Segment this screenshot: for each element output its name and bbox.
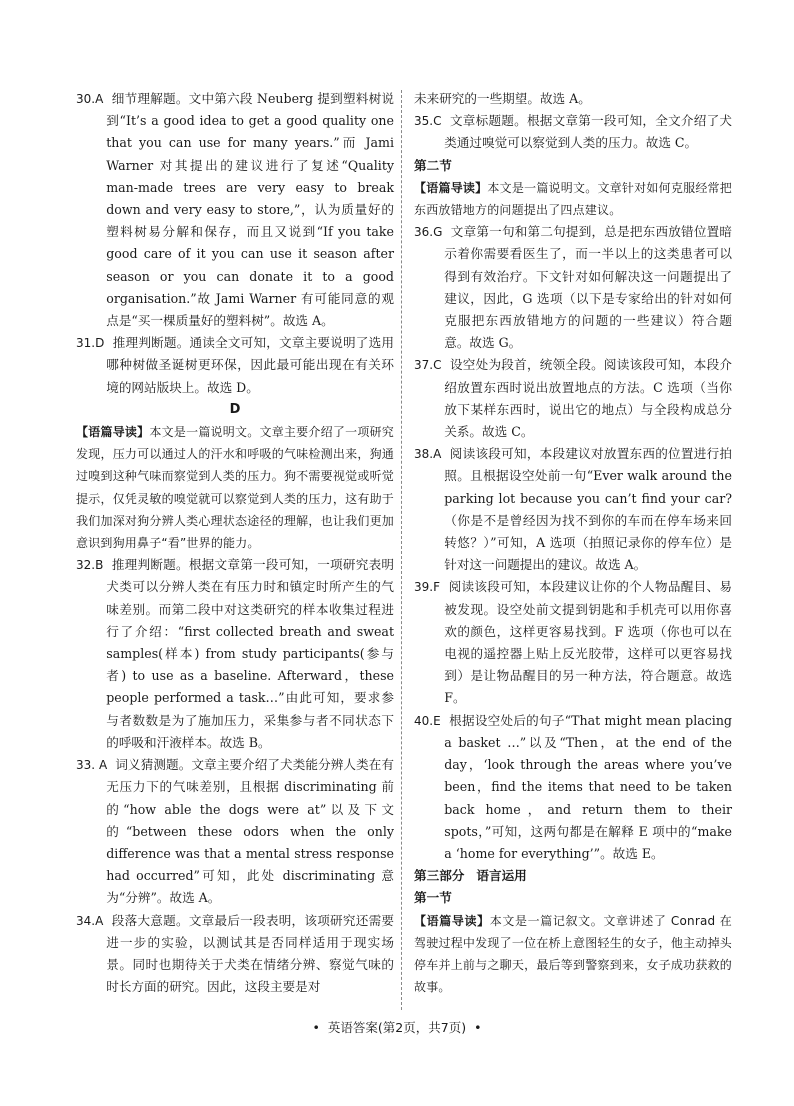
- answer-34-continued: [414, 88, 732, 110]
- answer-number: 40.E: [414, 713, 441, 728]
- answer-36: [414, 221, 732, 354]
- answer-number: 32.B: [76, 558, 104, 573]
- answer-number: 38.A: [414, 447, 442, 462]
- footer-page-label: 英语答案(第2页，共7页): [327, 1020, 467, 1035]
- right-column: [414, 88, 732, 998]
- column-divider: [401, 90, 402, 1010]
- part-title: 语言运用: [476, 868, 527, 884]
- answer-number: 31.D: [76, 336, 105, 351]
- guide-text: 本文是一篇说明文。文章主要介绍了一项研究发现，压力可以通过人的汗水和呼吸的气味检测出来，狗通过嗅到这种气味而察觉到人类的压力。狗不需要视觉或听觉提示，仅凭灵敏的嗅觉就可以察觉到人类的压力，这有助于我们加深对狗分辨人类心理状态途径的理解，也让我们更加意识到狗用鼻子“看”世界的能力。: [76, 425, 394, 551]
- left-column: [76, 88, 394, 998]
- answer-explanation: 段落大意题。文章最后一段表明，该项研究还需要进一步的实验，以测试其是否同样适用于现实场景。同时也期待关于犬类在情绪分辨、察觉气味的时长方面的研究。因此，这段主要是对: [106, 912, 394, 995]
- footer-dot-right: •: [474, 1020, 482, 1035]
- answer-30: [76, 88, 394, 332]
- section-1-heading: 第一节: [414, 890, 452, 906]
- answer-37: [414, 354, 732, 443]
- answer-32: [76, 554, 394, 754]
- page-footer: [0, 1018, 794, 1036]
- answer-explanation: 根据设空处后的句子“That might mean placing a basket …”以及“Then，at the end of the day，‘look through the areas where you’ve been，find the items that need to be taken back home，and return them to their spots，”可知，这两句都是在解释 E 项中的“make a ‘home for everything’”。故选 E。: [444, 712, 732, 861]
- footer-dot-left: •: [312, 1020, 320, 1035]
- passage-guide-section-2: [414, 177, 732, 221]
- answer-number: 37.C: [414, 358, 442, 373]
- section-2-heading: 第二节: [414, 157, 452, 173]
- answer-39: [414, 576, 732, 709]
- answer-38: [414, 443, 732, 576]
- guide-tag: 【语篇导读】: [76, 425, 150, 440]
- answer-number: 36.G: [414, 225, 443, 240]
- guide-tag: 【语篇导读】: [414, 913, 490, 928]
- answer-31: [76, 332, 394, 399]
- answer-explanation: 文章标题题。根据文章第一段可知，全文介绍了犬类通过嗅觉可以察觉到人类的压力。故选 C。: [444, 113, 732, 151]
- passage-guide-d: [76, 421, 394, 554]
- part-3-heading: [414, 865, 732, 887]
- guide-text: 本文是一篇记叙文。文章讲述了 Conrad 在驾驶过程中发现了一位在桥上意图轻生的女子，他主动掉头停车并上前与之聊天，最后等到警察到来，女子成功获救的故事。: [414, 913, 732, 995]
- answer-explanation: 细节理解题。文中第六段 Neuberg 提到塑料树说到“It’s a good idea to get a good quality one that you can use for many years.”而 Jami Warner 对其提出的建议进行了复述“Quality man-made trees are very easy to break down and very easy to store,”，认为质量好的塑料树易分解和保存，而且又说到“If you take good care of it you can use it season after season or you can donate it to a good organisation.”故 Jami Warner 有可能同意的观点是“买一棵质量好的塑料树”。故选 A。: [106, 91, 394, 329]
- answer-explanation: 未来研究的一些期望。故选 A。: [414, 91, 591, 106]
- answer-33: [76, 754, 394, 909]
- answer-explanation: 阅读该段可知，本段建议对放置东西的位置进行拍照。且根据设空处前一句“Ever walk around the parking lot because you can’t find your car?（你是不是曾经因为找不到你的车而在停车场来回转悠？）”可知，A 选项（拍照记录你的停车位）是针对这一问题提出的建议。故选 A。: [444, 446, 732, 573]
- answer-number: 33. A: [76, 758, 108, 773]
- answer-34: [76, 910, 394, 999]
- answer-explanation: 推理判断题。根据文章第一段可知，一项研究表明犬类可以分辨人类在有压力时和镇定时所产生的气味差别。而第二段中对这类研究的样本收集过程进行了介绍：“first collected breath and sweat samples(样本) from study participants(参与者) to use as a baseline. Afterward，these people performed a task…”由此可知，要求参与者数数是为了施加压力，采集参与者不同状态下的呼吸和汗液样本。故选 B。: [106, 557, 394, 750]
- answer-number: 35.C: [414, 114, 442, 129]
- passage-guide-part-3: [414, 910, 732, 999]
- answer-explanation: 文章第一句和第二句提到，总是把东西放错位置暗示着你需要看医生了，而一半以上的这类患者可以得到有效治疗。下文针对如何解决这一问题提出了建议，因此，G 选项（以下是专家给出的针对如何克服把东西放错地方的问题的一些建议）符合题意。故选 G。: [444, 224, 732, 351]
- answer-number: 30.A: [76, 92, 104, 106]
- answer-explanation: 推理判断题。通读全文可知，文章主要说明了选用哪种树做圣诞树更环保，因此最可能出现在有关环境的网站版块上。故选 D。: [106, 335, 394, 395]
- guide-tag: 【语篇导读】: [414, 180, 488, 195]
- answer-explanation: 词义猜测题。文章主要介绍了犬类能分辨人类在有无压力下的气味差别，且根据 discriminating 前的“how able the dogs were at”以及下文的“between these odors when the only difference was that a mental stress response had occurred”可知，此处 discriminating 意为“分辨”。故选 A。: [106, 757, 395, 906]
- answer-35: [414, 110, 732, 154]
- answer-40: [414, 710, 732, 865]
- answer-number: 39.F: [414, 580, 440, 595]
- passage-d-heading: D: [229, 401, 241, 417]
- answer-number: 34.A: [76, 913, 104, 928]
- answer-explanation: 阅读该段可知，本段建议让你的个人物品醒目、易被发现。设空处前文提到钥匙和手机壳可以用你喜欢的颜色，这样更容易找到。F 选项（你也可以在电视的遥控器上贴上反光胶带，这样可以更容易找到）是让物品醒目的另一种方法，符合题意。故选 F。: [444, 579, 732, 706]
- part-label: 第三部分: [414, 868, 465, 884]
- guide-text: 本文是一篇说明文。文章针对如何克服经常把东西放错地方的问题提出了四点建议。: [414, 180, 732, 218]
- answer-explanation: 设空处为段首，统领全段。阅读该段可知，本段介绍放置东西时说出放置地点的方法。C 选项（当你放下某样东西时，说出它的地点）与全段构成总分关系。故选 C。: [444, 357, 732, 440]
